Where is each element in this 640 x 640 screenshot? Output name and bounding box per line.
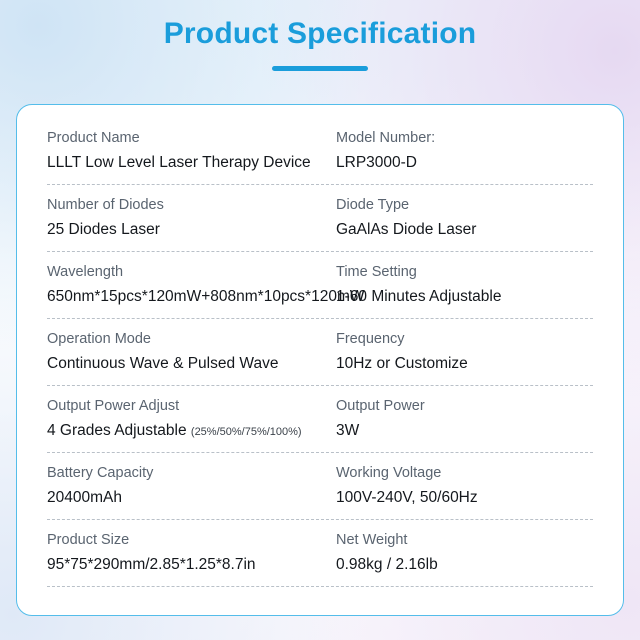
spec-cell-right bbox=[320, 186, 593, 251]
spec-cell-right bbox=[320, 521, 593, 586]
table-row bbox=[47, 320, 593, 385]
page-title: Product Specification bbox=[163, 17, 477, 50]
spec-value bbox=[336, 220, 593, 241]
row-divider bbox=[47, 586, 593, 588]
spec-value-text: LRP3000-D bbox=[336, 153, 417, 171]
spec-cell-right bbox=[320, 320, 593, 385]
spec-value bbox=[47, 421, 306, 442]
spec-value bbox=[47, 153, 311, 174]
table-row bbox=[47, 521, 593, 586]
spec-cell-left bbox=[47, 186, 320, 251]
spec-value bbox=[336, 488, 593, 509]
spec-value-text: LLLT Low Level Laser Therapy Device bbox=[47, 153, 311, 171]
spec-value-text: 1-60 Minutes Adjustable bbox=[336, 287, 502, 305]
spec-label: Battery Capacity bbox=[47, 465, 154, 481]
spec-value bbox=[47, 220, 306, 241]
spec-value bbox=[336, 153, 593, 174]
spec-cell-left bbox=[47, 521, 320, 586]
spec-cell-left bbox=[47, 320, 320, 385]
spec-value-text: 3W bbox=[336, 421, 360, 439]
spec-cell-left bbox=[47, 253, 365, 318]
spec-value bbox=[336, 354, 593, 375]
spec-value-note: (25%/50%/75%/100%) bbox=[190, 425, 302, 438]
table-row bbox=[47, 186, 593, 251]
spec-cell-left bbox=[47, 119, 320, 184]
table-row bbox=[47, 387, 593, 452]
spec-value-text: GaAlAs Diode Laser bbox=[336, 220, 477, 238]
spec-value-text: 4 Grades Adjustable bbox=[47, 421, 187, 439]
spec-value bbox=[47, 354, 306, 375]
spec-value-text: 650nm*15pcs*120mW+808nm*10pcs*120mW bbox=[47, 287, 365, 305]
spec-cell-left bbox=[47, 387, 320, 452]
spec-value-text: 25 Diodes Laser bbox=[47, 220, 160, 238]
spec-label: Product Name bbox=[47, 130, 140, 146]
spec-cell-right bbox=[320, 253, 593, 318]
table-row bbox=[47, 454, 593, 519]
spec-label: Time Setting bbox=[336, 264, 417, 280]
spec-label: Model Number: bbox=[336, 130, 436, 146]
spec-cell-right bbox=[320, 119, 593, 184]
spec-label: Working Voltage bbox=[336, 465, 442, 481]
spec-label: Product Size bbox=[47, 532, 130, 548]
spec-cell-right bbox=[320, 454, 593, 519]
spec-label: Diode Type bbox=[336, 197, 410, 213]
spec-value-text: Continuous Wave & Pulsed Wave bbox=[47, 354, 279, 372]
table-row bbox=[47, 253, 593, 318]
spec-label: Number of Diodes bbox=[47, 197, 164, 213]
page-header bbox=[0, 0, 640, 71]
specification-table bbox=[47, 119, 593, 588]
spec-value-text: 95*75*290mm/2.85*1.25*8.7in bbox=[47, 555, 256, 573]
spec-value bbox=[47, 555, 306, 576]
spec-label: Net Weight bbox=[336, 532, 408, 548]
spec-value bbox=[336, 421, 593, 442]
spec-label: Output Power bbox=[336, 398, 425, 414]
table-row bbox=[47, 119, 593, 184]
spec-value bbox=[47, 488, 306, 509]
spec-value-text: 0.98kg / 2.16lb bbox=[336, 555, 438, 573]
spec-cell-right bbox=[320, 387, 593, 452]
spec-label: Wavelength bbox=[47, 264, 124, 280]
title-underline bbox=[272, 66, 368, 71]
spec-label: Output Power Adjust bbox=[47, 398, 180, 414]
spec-value-text: 10Hz or Customize bbox=[336, 354, 468, 372]
spec-cell-left bbox=[47, 454, 320, 519]
spec-value bbox=[336, 287, 593, 308]
spec-value-text: 100V-240V, 50/60Hz bbox=[336, 488, 478, 506]
spec-value bbox=[336, 555, 593, 576]
spec-value bbox=[47, 287, 365, 308]
spec-value-text: 20400mAh bbox=[47, 488, 122, 506]
spec-label: Operation Mode bbox=[47, 331, 151, 347]
spec-label: Frequency bbox=[336, 331, 405, 347]
specification-card bbox=[16, 104, 624, 616]
